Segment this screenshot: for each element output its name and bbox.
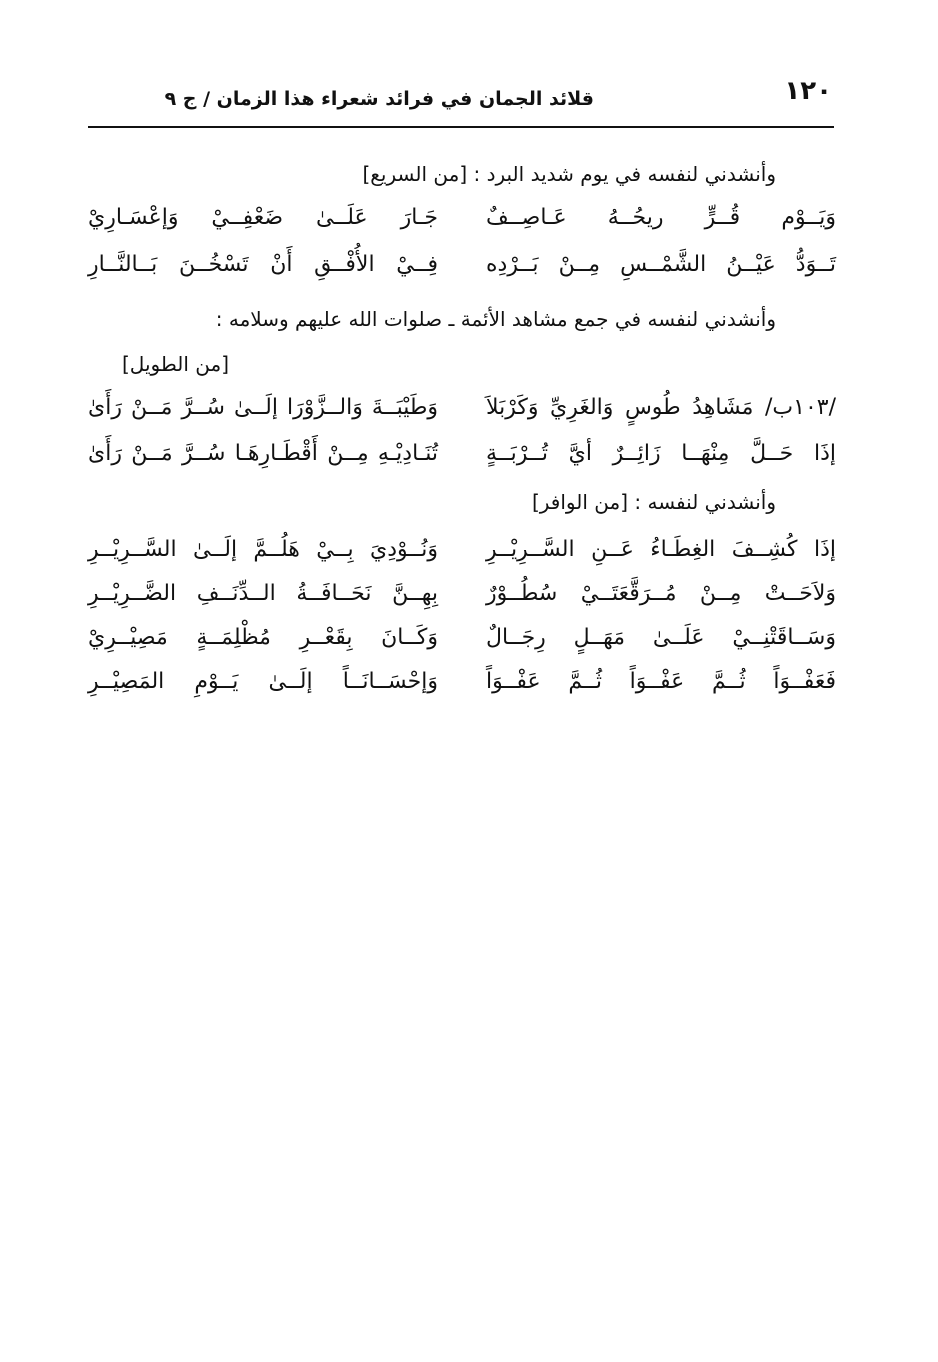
section-intro bbox=[362, 162, 776, 186]
verse-second-hemistich: تُنَـادِيْـهِ مِــنْ أَقْطَـارِهَـا سُــرَّ مَــنْ رَأَىٰ bbox=[88, 441, 438, 466]
running-title: قلائد الجمان في فرائد شعراء هذا الزمان / ج ٩ bbox=[164, 88, 594, 110]
section-intro bbox=[216, 307, 776, 331]
intro-text: وأنشدني لنفسه في جمع مشاهد الأئمة ـ صلوات الله عليهم وسلامه : bbox=[215, 307, 776, 331]
verse-first-hemistich: إذَا حَــلَّ مِنْهَــا زَائِــرٌ أيَّ تُــرْبَــةٍ bbox=[486, 441, 836, 466]
verse-second-hemistich: بِهِــنَّ نَحَــافَــةُ الــدِّنَــفِ الضَّــرِيْــرِ bbox=[88, 581, 438, 606]
verse-second-hemistich: جَـارَ عَلَــىٰ ضَعْفِــيْ وَإعْسَـارِيْ bbox=[88, 205, 438, 230]
verse-line bbox=[88, 245, 836, 285]
verse-line bbox=[88, 574, 836, 614]
verse-line bbox=[88, 618, 836, 658]
verse-line bbox=[88, 530, 836, 570]
section-intro bbox=[532, 490, 776, 514]
verse-second-hemistich: وَطَيْبَــةَ وَالــزَّوْرَا إلَــىٰ سُــرَّ مَــنْ رَأَىٰ bbox=[88, 395, 438, 420]
header-divider bbox=[88, 126, 834, 128]
verse-first-hemistich: فَعَفْــوَاً ثُــمَّ عَفْــوَاً ثُــمَّ عَفْــوَاً bbox=[486, 669, 836, 694]
meter-label: [من الوافر] bbox=[531, 490, 629, 514]
verse-second-hemistich: وَكَــانَ بِقَعْــرِ مُظْلِمَــةٍ مَصِيْــرِيْ bbox=[88, 625, 438, 650]
verse-line bbox=[88, 198, 836, 238]
verse-line bbox=[88, 434, 836, 474]
page-number: ١٢٠ bbox=[784, 76, 832, 106]
meter-label: [من السريع] bbox=[362, 162, 468, 186]
intro-text: وأنشدني لنفسه : bbox=[634, 490, 776, 514]
verse-second-hemistich: فِــيْ الأُفْــقِ أَنْ تَسْخُــنَ بَــالنَّــارِ bbox=[88, 252, 438, 277]
intro-text: وأنشدني لنفسه في يوم شديد البرد : bbox=[473, 162, 776, 186]
verse-first-hemistich: /١٠٣ب/ مَشَاهِدُ طُوسٍ وَالغَرِيِّ وَكَرْبَلاَ bbox=[486, 395, 836, 420]
page-header bbox=[88, 70, 834, 130]
verse-line bbox=[88, 388, 836, 428]
verse-second-hemistich: وَإحْسَــانَــاً إلَــىٰ يَــوْمِ المَصِيْــرِ bbox=[88, 669, 438, 694]
verse-line bbox=[88, 662, 836, 702]
verse-second-hemistich: وَنُــوْدِيَ بِــيْ هَلُــمَّ إلَــىٰ السَّــرِيْــرِ bbox=[88, 537, 438, 562]
verse-first-hemistich: تَــوَدُّ عَيْــنُ الشَّمْــسِ مِــنْ بَــرْدِه bbox=[486, 252, 836, 277]
verse-first-hemistich: وَيَــوْم قُــرٍّ ريحُــهُ عَـاصِــفٌ bbox=[486, 205, 836, 230]
verse-first-hemistich: إذَا كُشِــفَ الغِطَـاءُ عَــنِ السَّــرِيْــرِ bbox=[486, 537, 836, 562]
verse-first-hemistich: وَلاَحَــتْ مِــنْ مُــرَقَّعَتَــيْ سُطُــوْرٌ bbox=[486, 581, 836, 606]
verse-first-hemistich: وَسَــاقَتْنِــيْ عَلَــىٰ مَهَــلٍ رِجَــالٌ bbox=[486, 625, 836, 650]
meter-label: [من الطويل] bbox=[122, 352, 230, 376]
